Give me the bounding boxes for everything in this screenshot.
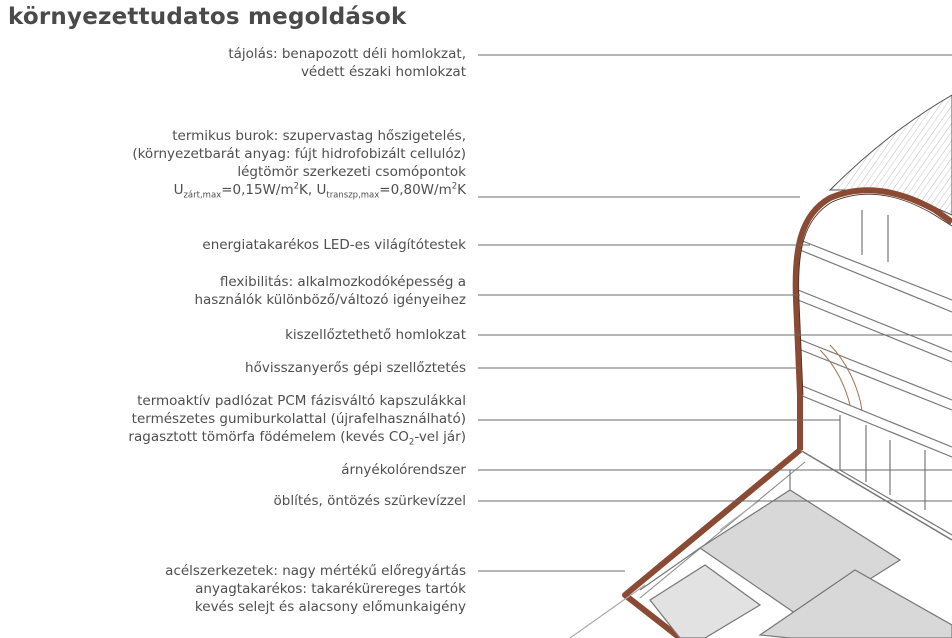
label-steel-structure: [165, 562, 466, 616]
label-envelope-line3: légtömör szerkezeti csomópontok: [237, 164, 466, 180]
label-envelope-line2: (környezetbarát anyag: fújt hidrofobizált cellulóz): [132, 146, 466, 162]
label-flex-line2: használók különböző/változó igényeihez: [194, 292, 466, 308]
label-flex-line1: flexibilitás: alkalmozkodóképesség a: [219, 274, 466, 290]
label-steel-line1: acélszerkezetek: nagy mértékű előregyártás: [165, 563, 466, 579]
label-steel-line3: kevés selejt és alacsony előmunkaigény: [194, 599, 466, 615]
label-thermoactive-floor: [128, 392, 466, 446]
label-envelope-line1: termikus burok: szupervastag hőszigetelés,: [172, 128, 466, 144]
label-envelope-u-values: $U_{zárt,max}=0,15W/m^2K$, $U_{transzp,max}=0,80W/m^2K$: [173, 181, 466, 201]
label-shading: árnyékolórendszer: [341, 462, 466, 478]
label-floor-line1: termoaktív padlózat PCM fázisváltó kapszulákkal: [137, 393, 466, 409]
label-heat-recovery-ventilation: hővisszanyerős gépi szellőztetés: [245, 360, 466, 376]
label-steel-line2: anyagtakarékos: takarékürereges tartók: [195, 581, 466, 597]
label-orientation: [228, 45, 466, 81]
label-led: energiatakarékos LED-es világítótestek: [202, 237, 466, 253]
floor-slabs: [796, 210, 952, 510]
ventilation-flow-curves: [820, 345, 862, 410]
page-title: környezettudatos megoldások: [8, 4, 407, 30]
label-orientation-line2: védett északi homlokzat: [300, 64, 466, 80]
label-floor-line3: ragasztott tömörfa födémelem (kevés $CO_2$-vel jár): [128, 429, 466, 448]
ground-floor-rooms: [570, 470, 952, 638]
label-greywater: öblítés, öntözés szürkevízzel: [273, 493, 466, 509]
label-orientation-line1: tájolás: benapozott déli homlokzat,: [228, 46, 466, 62]
label-thermal-envelope: [132, 127, 466, 199]
label-floor-line2: természetes gumiburkolattal (újrafelhasználható): [131, 411, 466, 427]
label-flexibility: [194, 273, 466, 309]
label-ventilated-facade: kiszellőztethető homlokzat: [285, 327, 466, 343]
